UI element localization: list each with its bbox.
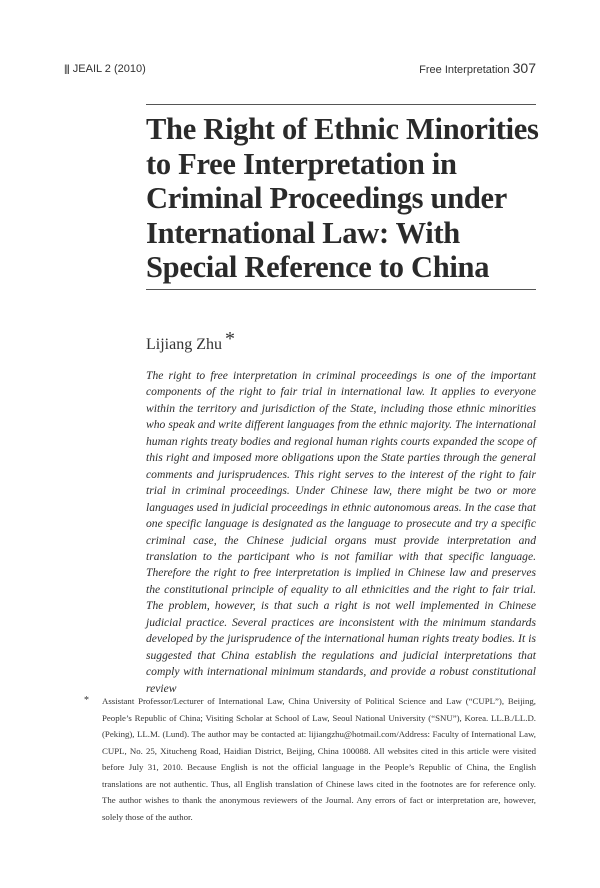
running-title: Free Interpretation [419,64,510,76]
title-top-rule [146,104,536,105]
footnote-text: Assistant Professor/Lecturer of International Law, China University of Political Science and Law (“CUPL”), Beijing, People’s Republic of China; Visiting Scholar at School of Law, Seoul National University (“SNU”), Korea. LL.B./LL.D. (Peking), LL.M. (Lund). The author may be contacted at: lijiangzhu@hotmail.com/Address: Faculty of International Law, CUPL, No. 25, Xitucheng Road, Haidian District, Beijing, China 100088. All websites cited in this article were visited before July 31, 2010. Because English is not the official language in the People’s Republic of China, the English translations are not authentic. Thus, all English translation of Chinese laws cited in the footnotes are for reference only. The author wishes to thank the anonymous reviewers of the Journal. Any errors of fact or interpretation are, however, solely those of the author. [102,696,536,822]
page-number: 307 [512,60,536,76]
running-head [419,60,536,76]
article-title: The Right of Ethnic Minorities to Free Interpretation in Criminal Proceedings under International Law: With Special Reference to China [146,112,539,284]
journal-name: JEAIL 2 (2010) [72,63,146,75]
abstract: The right to free interpretation in criminal proceedings is one of the important components of the right to fair trial in international law. It applies to everyone within the territory and jurisdiction of the State, including those ethnic minorities who speak and write different languages from the ethnic majority. The international human rights treaty bodies and regional human rights courts expanded the scope of this right and imposed more obligations upon the State parties through the general comments and jurisprudences. This right serves to the interest of the right to fair trial in criminal proceedings. Under Chinese law, there might be two or more languages used in judicial proceedings in ethnic autonomous areas. In the case that one specific language is designated as the language to prosecute and try a specific criminal case, the Chinese judicial organs must provide interpretation and translation to the participant who is not familiar with that specific language. Therefore the right to free interpretation is implied in Chinese law and preserves the constitutional principle of equality to all ethnicities and the right to fair trial. The problem, however, is that such a right is not well implemented in Chinese judicial practice. Several practices are inconsistent with the minimum standards developed by the jurisprudence of the international human rights treaty bodies. It is suggested that China establish the regulations and judicial interpretations that comply with international minimum standards, and provide a robust constitutional review [146,369,536,695]
footnote-mark: * [84,695,89,706]
page-header [64,60,536,80]
journal-citation [64,63,146,75]
title-bottom-rule [146,289,536,290]
author-name: Lijiang Zhu [146,336,222,353]
author-line [146,328,235,355]
journal-mark: ||| [64,64,69,75]
footnote [84,693,536,825]
author-footnote-mark: * [224,328,235,350]
